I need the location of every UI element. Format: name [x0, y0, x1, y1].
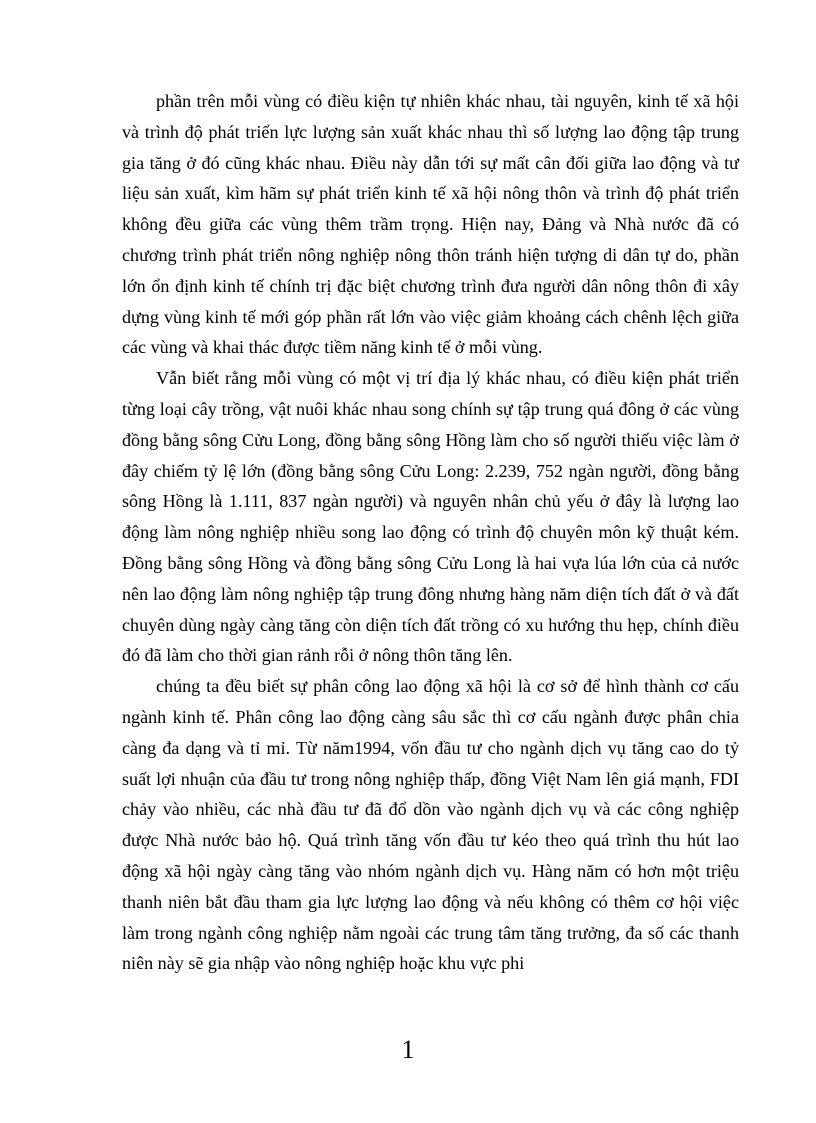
paragraph-1: phần trên mỗi vùng có điều kiện tự nhiên khác nhau, tài nguyên, kinh tế xã hội và trình độ phát triển lực lượng sản xuất khác nhau thì số lượng lao động tập trung gia tăng ở đó cũng khác nhau. Điều này dẫn tới sự mất cân đối giữa lao động và tư liệu sản xuất, kìm hãm sự phát triển kinh tế xã hội nông thôn và trình độ phát triển không đều giữa các vùng thêm trầm trọng. Hiện nay, Đảng và Nhà nước đã có chương trình phát triển nông nghiệp nông thôn tránh hiện tượng di dân tự do, phần lớn ổn định kinh tế chính trị đặc biệt chương trình đưa người dân nông thôn đi xây dựng vùng kinh tế mới góp phần rất lớn vào việc giảm khoảng cách chênh lệch giữa các vùng và khai thác được tiềm năng kinh tế ở mỗi vùng.	[122, 91, 739, 358]
paragraph-2: Vẫn biết rằng mỗi vùng có một vị trí địa lý khác nhau, có điều kiện phát triển từng loại cây trồng, vật nuôi khác nhau song chính sự tập trung quá đông ở các vùng đồng bằng sông Cửu Long, đồng bằng sông Hồng làm cho số người thiếu việc làm ở đây chiếm tỷ lệ lớn (đồng bằng sông Cửu Long: 2.239, 752 ngàn người, đồng bằng sông Hồng là 1.111, 837 ngàn người) và nguyên nhân chủ yếu ở đây là lượng lao động làm nông nghiệp nhiều song lao động có trình độ chuyên môn kỹ thuật kém. Đồng bằng sông Hồng và đồng bằng sông Cửu Long là hai vựa lúa lớn của cả nước nên lao động làm nông nghiệp tập trung đông nhưng hàng năm diện tích đất ở và đất chuyên dùng ngày càng tăng còn diện tích đất trồng có xu hướng thu hẹp, chính điều đó đã làm cho thời gian rảnh rỗi ở nông thôn tăng lên.	[122, 368, 739, 666]
page-number: 1	[401, 1035, 415, 1064]
body-text	[122, 86, 739, 979]
paragraph-3: chúng ta đều biết sự phân công lao động xã hội là cơ sở để hình thành cơ cấu ngành kinh tế. Phân công lao động càng sâu sắc thì cơ cấu ngành được phân chia càng đa dạng và tỉ mỉ. Từ năm1994, vốn đầu tư cho ngành dịch vụ tăng cao do tỷ suất lợi nhuận của đầu tư trong nông nghiệp thấp, đồng Việt Nam lên giá mạnh, FDI chảy vào nhiều, các nhà đầu tư đã đổ dồn vào ngành dịch vụ và các công nghiệp được Nhà nước bảo hộ. Quá trình tăng vốn đầu tư kéo theo quá trình thu hút lao động xã hội ngày càng tăng vào nhóm ngành dịch vụ. Hàng năm có hơn một triệu thanh niên bắt đầu tham gia lực lượng lao động và nếu không có thêm cơ hội việc làm trong ngành công nghiệp nằm ngoài các trung tâm tăng trưởng, đa số các thanh niên này sẽ gia nhập vào nông nghiệp hoặc khu vực phi	[122, 676, 739, 974]
